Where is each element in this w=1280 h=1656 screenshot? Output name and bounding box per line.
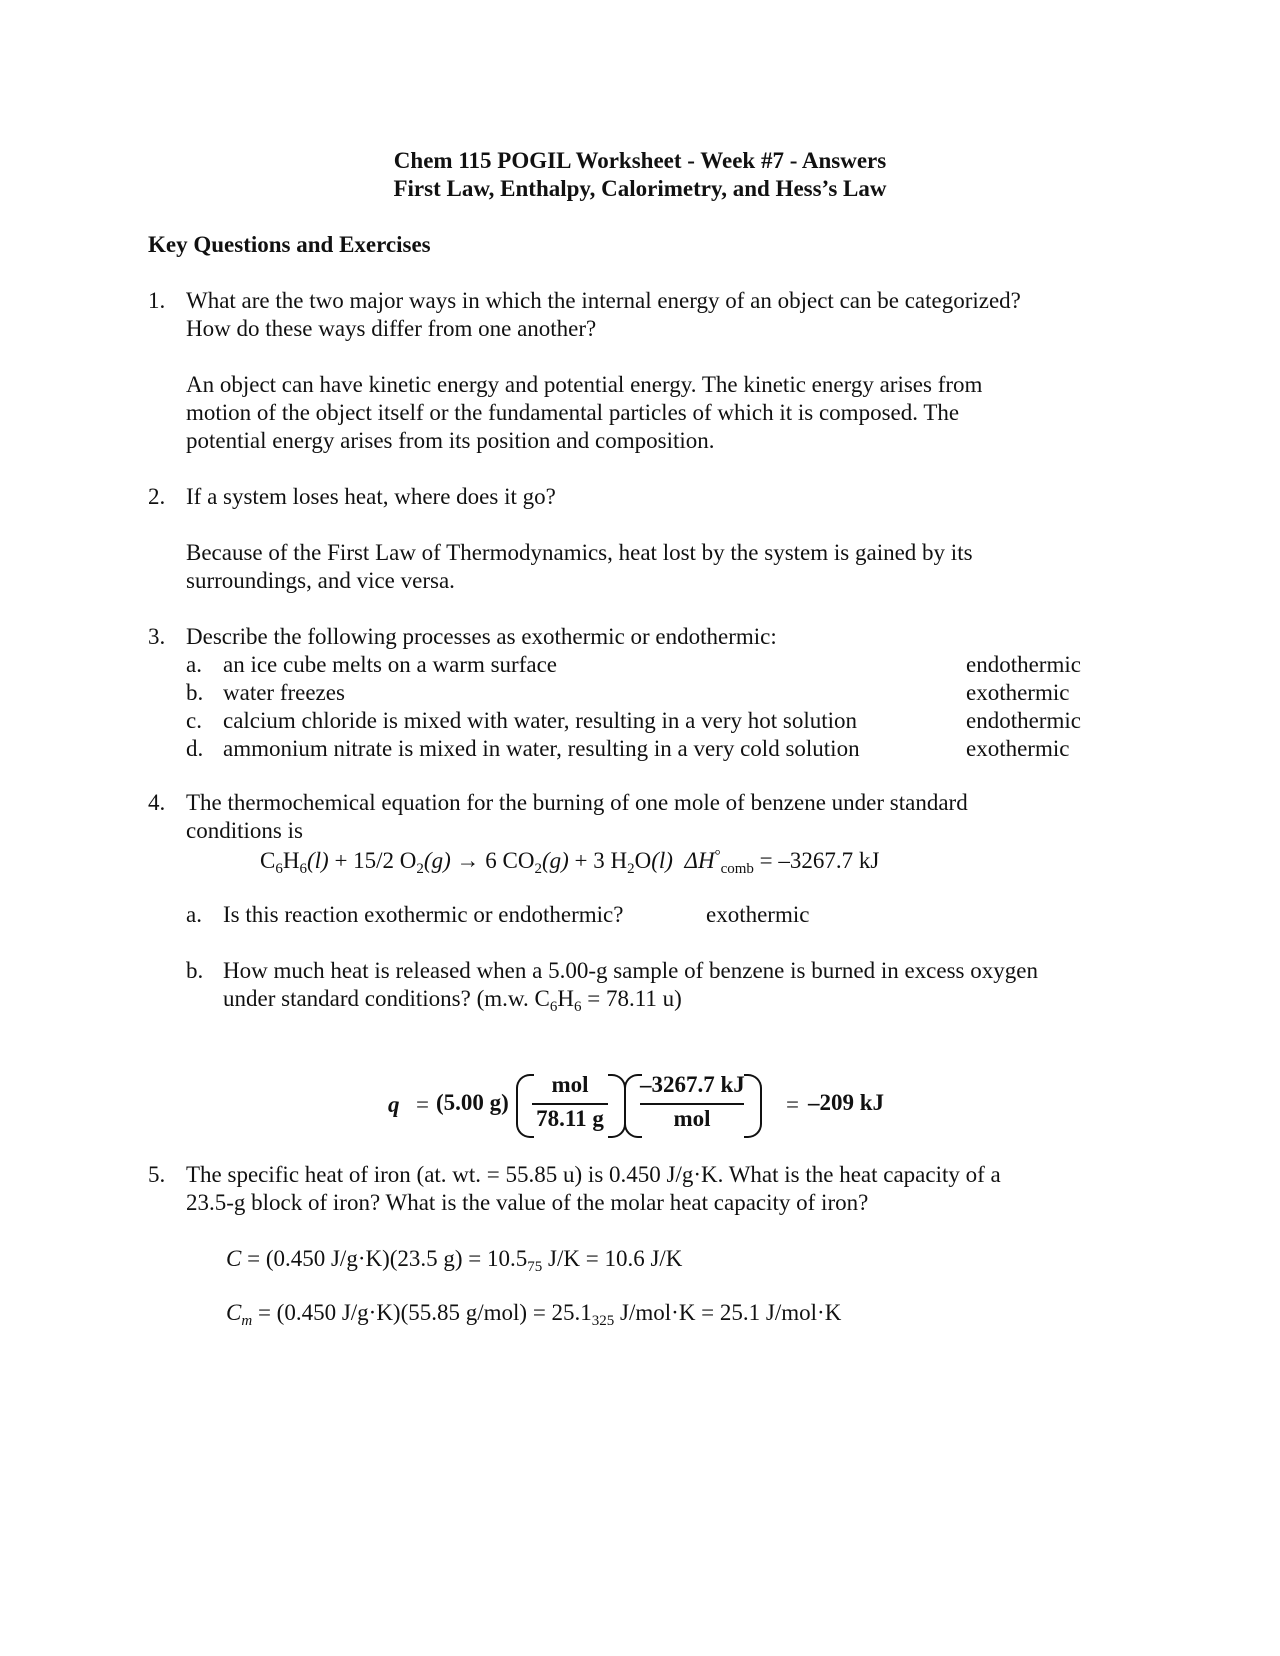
q5-number: 5. [148,1162,166,1187]
heat-capacity-equation: C = (0.450 J/g·K)(23.5 $g) = 10.5_{75}$ J/K = 10.6 J/K [226,1246,683,1275]
calc-equals-2: = [786,1092,799,1117]
fraction1-denominator: 78.11 g [536,1106,604,1131]
calc-mass: (5.00 g) [436,1090,509,1115]
q3-number: 3. [148,624,166,649]
calc-q-symbol: q [388,1092,400,1117]
molar-heat-capacity-equation: $C_m = (0.450$ J/g·K)(55.85 $g/mol) = 25.1_{325}$ J/mol·K = 25.1 J/mol·K [226,1300,842,1329]
q1-number: 1. [148,288,166,313]
fraction1-bar [532,1103,608,1105]
q4a-letter: a. [186,902,202,927]
fraction1-numerator: mol [551,1072,589,1097]
q2-number: 2. [148,484,166,509]
thermochemical-equation: $C_6H_6(l) + 15/2$ $O_2(g) \to 6$ $CO_2(g) + 3$ $H_2O(l) \Delta H^\circ_{comb} = -3267.7$ kJ [260,848,880,877]
q3-item-text: ammonium nitrate is mixed in water, resulting in a very cold solution [223,736,860,761]
fraction2-numerator: –3267.7 kJ [640,1072,745,1097]
title-line-2: First Law, Enthalpy, Calorimetry, and Hess’s Law [393,176,887,201]
q3-item-letter: a. [186,652,202,677]
q3-item-text: water freezes [223,680,345,705]
q3-item-text: an ice cube melts on a warm surface [223,652,557,677]
q1-question-line-1: What are the two major ways in which the internal energy of an object can be categorized? [186,288,1021,313]
q4b-question-line-2: under standard conditions? (m.w. $C_6H_6 = 78.11$ u) [223,986,682,1015]
arrow-icon: → [450,848,486,873]
calc-result: –209 kJ [808,1090,885,1115]
q5-question-line-1: The specific heat of iron (at. wt. = 55.85 u) is 0.450 J/g·K. What is the heat capacity of a [186,1162,1001,1187]
q3-item-answer: exothermic [966,736,1070,761]
q3-item-letter: c. [186,708,202,733]
q2-answer-line-1: Because of the First Law of Thermodynamics, heat lost by the system is gained by its [186,540,973,565]
q4-question-line-2: conditions is [186,818,303,843]
fraction2-denominator: mol [673,1106,711,1131]
q2-question: If a system loses heat, where does it go? [186,484,556,509]
q2-answer-line-2: surroundings, and vice versa. [186,568,455,593]
q1-answer-line-3: potential energy arises from its position and composition. [186,428,715,453]
q4-number: 4. [148,790,166,815]
q4a-question: Is this reaction exothermic or endothermic? [223,902,624,927]
section-heading: Key Questions and Exercises [148,232,431,257]
title-line-1: Chem 115 POGIL Worksheet - Week #7 - Answers [393,148,887,173]
q3-item-answer: exothermic [966,680,1070,705]
q4a-answer: exothermic [706,902,810,927]
q3-item-answer: endothermic [966,708,1081,733]
q3-item-letter: d. [186,736,204,761]
right-paren-2 [744,1074,762,1138]
q3-item-answer: endothermic [966,652,1081,677]
q1-question-line-2: How do these ways differ from one another? [186,316,597,341]
calc-equals: = [416,1092,429,1117]
q3-item-text: calcium chloride is mixed with water, resulting in a very hot solution [223,708,857,733]
q1-answer-line-2: motion of the object itself or the fundamental particles of which it is composed. The [186,400,960,425]
q5-question-line-2: 23.5-g block of iron? What is the value of the molar heat capacity of iron? [186,1190,869,1215]
fraction2-bar [640,1103,744,1105]
q1-answer-line-1: An object can have kinetic energy and potential energy. The kinetic energy arises from [186,372,983,397]
q3-item-letter: b. [186,680,204,705]
q3-question: Describe the following processes as exothermic or endothermic: [186,624,777,649]
q4b-letter: b. [186,958,204,983]
q4b-question-line-1: How much heat is released when a 5.00-g sample of benzene is burned in excess oxygen [223,958,1038,983]
q4-question-line-1: The thermochemical equation for the burning of one mole of benzene under standard [186,790,968,815]
